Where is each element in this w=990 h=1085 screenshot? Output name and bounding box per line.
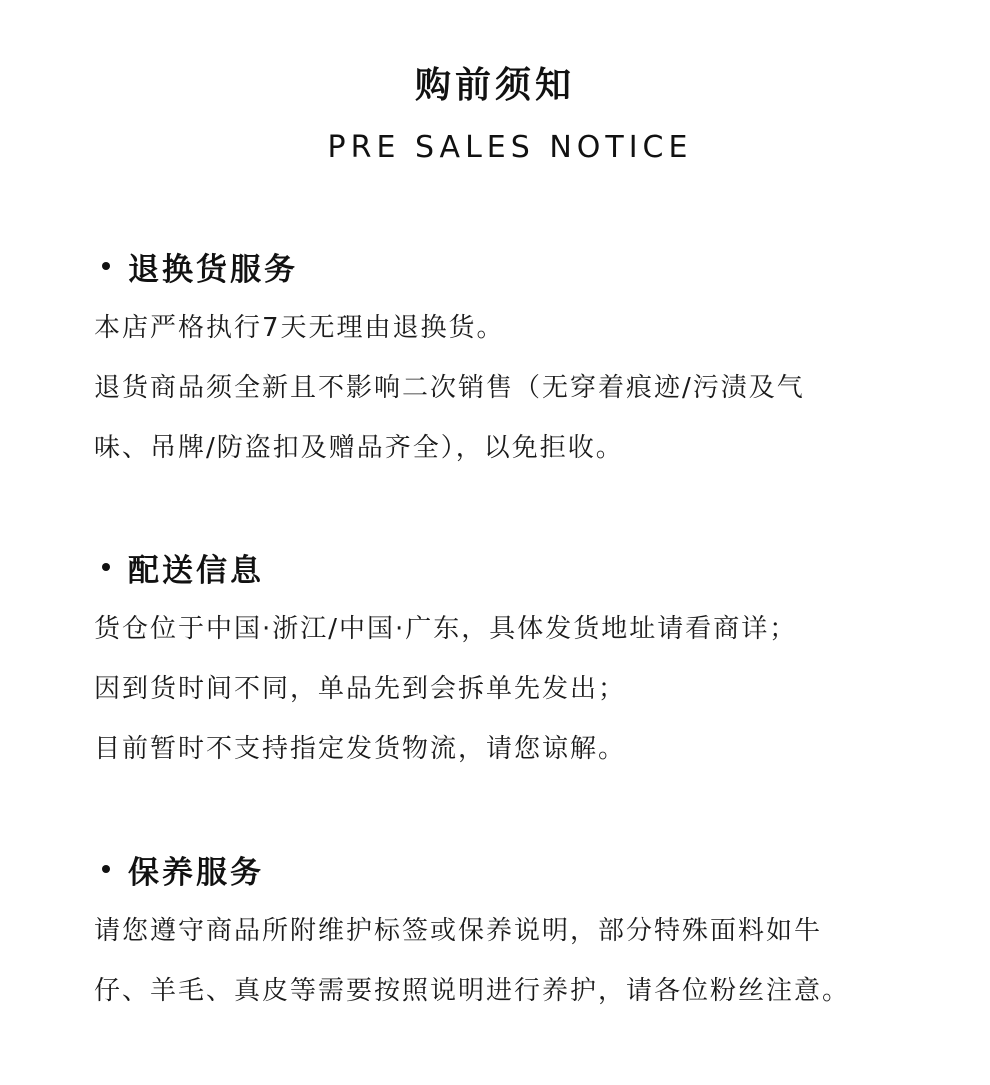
section-heading bbox=[102, 543, 954, 591]
section-line: 退货商品须全新且不影响二次销售（无穿着痕迹/污渍及气 bbox=[94, 373, 805, 403]
page-subtitle: PRE SALES NOTICE bbox=[327, 130, 693, 165]
section-heading bbox=[102, 242, 954, 290]
section-line: 仔、羊毛、真皮等需要按照说明进行养护，请各位粉丝注意。 bbox=[94, 976, 851, 1006]
section-line: 味、吊牌/防盗扣及赠品齐全），以免拒收。 bbox=[94, 433, 624, 463]
bullet-dot-icon bbox=[102, 563, 110, 571]
bullet-dot-icon bbox=[102, 262, 110, 270]
section-care bbox=[94, 845, 954, 1021]
section-returns bbox=[94, 242, 954, 478]
section-shipping bbox=[94, 543, 954, 779]
section-heading bbox=[102, 845, 954, 893]
section-line: 本店严格执行7天无理由退换货。 bbox=[94, 313, 505, 343]
bullet-dot-icon bbox=[102, 865, 110, 873]
section-line: 目前暂时不支持指定发货物流，请您谅解。 bbox=[94, 734, 627, 764]
section-heading-text: 配送信息 bbox=[128, 552, 264, 589]
section-heading-text: 退换货服务 bbox=[128, 251, 298, 288]
section-line: 货仓位于中国·浙江/中国·广东，具体发货地址请看商详； bbox=[94, 614, 798, 644]
section-line: 请您遵守商品所附维护标签或保养说明，部分特殊面料如牛 bbox=[94, 916, 823, 946]
section-line: 因到货时间不同，单品先到会拆单先发出； bbox=[94, 674, 627, 704]
section-heading-text: 保养服务 bbox=[128, 854, 264, 891]
page-title: 购前须知 bbox=[414, 65, 575, 106]
